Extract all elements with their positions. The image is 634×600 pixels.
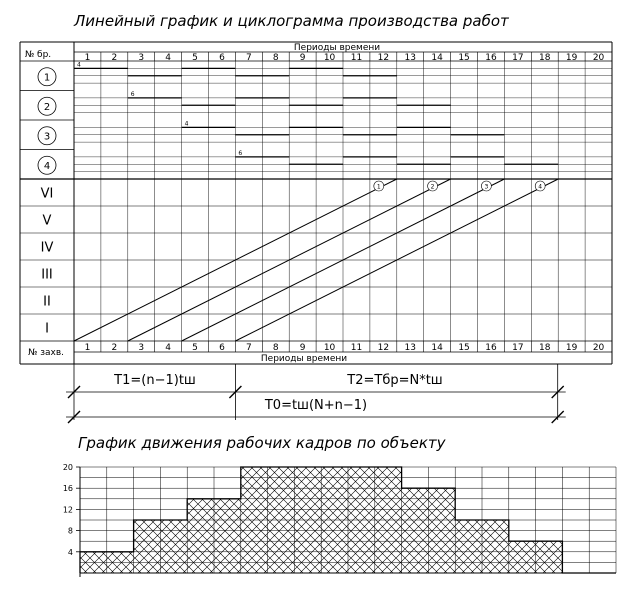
- formula-t2: T2=Tбр=N*tш: [347, 373, 443, 388]
- period-number-bottom: 19: [565, 343, 578, 353]
- period-number-top: 6: [219, 53, 225, 63]
- cyclogram-marker-label: 1: [376, 183, 381, 191]
- grip-label: I: [45, 321, 49, 337]
- workforce-bar: [482, 520, 509, 573]
- period-number-top: 13: [404, 53, 416, 63]
- workforce-bar: [187, 499, 214, 573]
- period-number-bottom: 13: [404, 343, 416, 353]
- period-number-bottom: 6: [219, 343, 225, 353]
- period-number-top: 19: [565, 53, 578, 63]
- period-number-bottom: 17: [512, 343, 524, 353]
- period-number-top: 12: [377, 53, 390, 63]
- period-number-top: 3: [138, 53, 145, 63]
- workforce-y-tick: 8: [67, 526, 73, 536]
- header-labels: [25, 43, 380, 364]
- period-number-bottom: 9: [299, 343, 306, 353]
- crew-size-label: 6: [238, 149, 243, 157]
- workforce-y-tick: 4: [67, 547, 73, 557]
- period-number-bottom: 1: [84, 343, 91, 353]
- workforce-y-tick: 20: [62, 463, 73, 472]
- brigade-number: 1: [43, 72, 51, 84]
- workforce-y-tick: 16: [62, 484, 73, 494]
- period-number-top: 18: [539, 53, 551, 63]
- grip-label: II: [43, 294, 51, 310]
- period-number-top: 8: [272, 53, 279, 63]
- workforce-bar: [214, 499, 241, 573]
- period-number-top: 17: [512, 53, 524, 63]
- period-number-bottom: 4: [165, 343, 172, 353]
- workforce-y-tick: 12: [62, 505, 73, 515]
- workforce-bar: [134, 520, 161, 573]
- brigade-header-label: № бр.: [24, 50, 52, 60]
- period-number-top: 1: [84, 53, 91, 63]
- crew-size-label: 4: [77, 61, 81, 69]
- grip-label: IV: [40, 240, 54, 256]
- period-number-bottom: 15: [458, 343, 470, 353]
- dimensions: [66, 364, 566, 423]
- workforce-chart: [63, 463, 616, 577]
- period-number-top: 4: [165, 53, 172, 63]
- grip-label: VI: [40, 186, 54, 202]
- grips-header-label: № захв.: [27, 348, 65, 358]
- period-number-top: 2: [111, 53, 118, 63]
- period-number-top: 14: [431, 53, 443, 63]
- brigade-number: 2: [43, 101, 51, 113]
- period-number-bottom: 8: [272, 343, 279, 353]
- period-number-bottom: 18: [539, 343, 551, 353]
- workforce-bar: [455, 520, 482, 573]
- periods-label-top: Периоды времени: [293, 43, 381, 53]
- workforce-title: График движения рабочих кадров по объекту: [78, 434, 446, 452]
- period-number-bottom: 3: [138, 343, 145, 353]
- period-number-bottom: 10: [323, 343, 336, 353]
- grip-label: V: [42, 213, 52, 229]
- period-number-bottom: 16: [485, 343, 497, 353]
- period-number-top: 10: [323, 53, 336, 63]
- period-number-bottom: 2: [111, 343, 118, 353]
- cyclogram-marker-label: 2: [430, 183, 435, 191]
- period-number-top: 15: [458, 53, 470, 63]
- grip-label: III: [41, 267, 53, 283]
- workforce-bar: [509, 541, 536, 573]
- period-number-top: 11: [350, 53, 363, 63]
- period-number-top: 20: [592, 53, 605, 63]
- crew-size-label: 6: [130, 90, 135, 98]
- period-number-top: 7: [245, 53, 252, 63]
- period-number-bottom: 20: [592, 343, 605, 353]
- chart-title: Линейный график и циклограмма производства работ: [74, 12, 509, 30]
- brigade-rows: [38, 61, 612, 174]
- periods-label-bottom: Периоды времени: [260, 354, 348, 364]
- brigade-number: 3: [43, 131, 51, 143]
- brigade-number: 4: [43, 160, 51, 172]
- formula-t1: T1=(n−1)tш: [114, 373, 196, 388]
- period-number-bottom: 5: [192, 343, 198, 353]
- main-grid: [20, 42, 612, 364]
- period-number-top: 9: [299, 53, 306, 63]
- crew-size-label: 4: [184, 120, 189, 128]
- workforce-bar: [536, 541, 563, 573]
- cyclogram-marker-label: 3: [484, 183, 489, 191]
- period-number-top: 16: [485, 53, 497, 63]
- period-number-bottom: 7: [245, 343, 252, 353]
- period-number-bottom: 11: [350, 343, 363, 353]
- period-number-top: 5: [192, 53, 198, 63]
- period-number-bottom: 12: [377, 343, 390, 353]
- formula-t0: T0=tш(N+n−1): [264, 398, 368, 413]
- period-number-bottom: 14: [431, 343, 443, 353]
- workforce-bar: [160, 520, 187, 573]
- cyclogram-marker-label: 4: [538, 183, 543, 191]
